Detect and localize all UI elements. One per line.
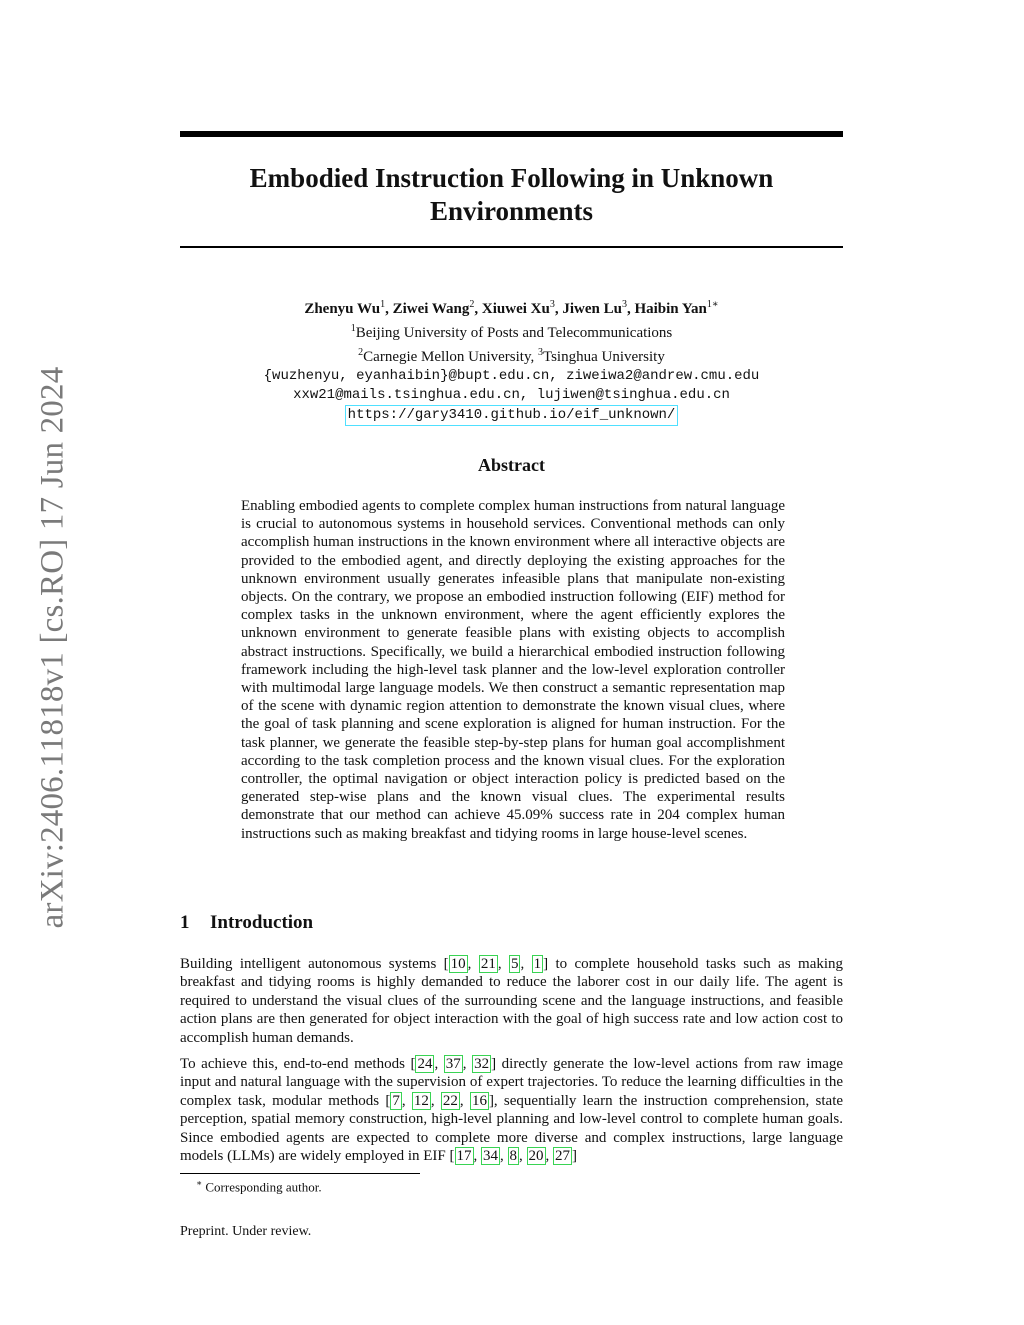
paper-title: Embodied Instruction Following in Unknown Environments [249,163,774,226]
project-page-link[interactable]: https://gary3410.github.io/eif_unknown/ [345,405,679,426]
title-top-rule [180,131,843,137]
arxiv-side-stamp [28,355,78,940]
citation-link[interactable]: 24 [417,1056,433,1072]
email-line: xxw21@mails.tsinghua.edu.cn, lujiwen@tsinghua.edu.cn [293,387,730,403]
abstract-text: Enabling embodied agents to complete complex human instructions from natural language is crucial to autonomous systems in household services. Conventional methods can only accomplish human instructions in the known environment where all interactive objects are provided to the embodied agent, and directly deploying the existing approaches for the unknown environment usually generates infeasible plans that manipulate non-existing objects. On the contrary, we propose an embodied instruction following (EIF) method for complex tasks in the unknown environment, where the agent efficiently explores the unknown environment to generate feasible plans with existing objects to accomplish abstract instructions. Specifically, we build a hierarchical embodied instruction following framework including the high-level task planner and the low-level exploration controller with multimodal large language models. We then construct a semantic representation map of the scene with dynamic region attention to demonstrate the known visual clues, where the goal of task planning and scene exploration is aligned for human instruction. For the task planner, we generate the feasible step-by-step plans for human goal accomplishment according to the task completion process and the known visual clues. For the exploration controller, the optimal navigation or object interaction policy is predicted based on the generated step-wise plans and the known visual clues. The experimental results demonstrate that our method can achieve 45.09% success rate in 204 complex human instructions such as making breakfast and tidying rooms in large house-level scenes. [241,498,785,842]
citation-link[interactable]: 10 [450,956,466,972]
affiliation-line: $^2$Carnegie Mellon University, $^3$Tsinghua University [358,347,665,365]
author-name: Xiuwei Xu [481,301,550,317]
citation-link[interactable]: 37 [445,1056,461,1072]
affiliation-line: $^1$Beijing University of Posts and Telecommunications [350,323,673,341]
citation-link[interactable]: 1 [533,956,542,972]
citation-link[interactable]: 21 [480,956,496,972]
section-title: Introduction [210,912,314,933]
author-affiliation-mark: 1∗ [706,299,719,310]
author-affiliation-mark: 2 [469,299,475,310]
intro-paragraph: To achieve this, end-to-end methods [ 24 , 37 , 32 ] directly generate the low-level actions from raw image input and natural language with the supervision of expert trajectories. To reduce the learning difficulties in the complex task, modular methods [ 7 , 12 , 22 , 16 ], sequentially learn the instruction comprehension, state perception, spatial memory construction, high-level planning and low-level control to complete human goals. Since embodied agents are expected to complete more diverse and complex instructions, large language models (LLMs) are widely employed in EIF [ 17 , 34 , 8 , 20 , 27 ] [180,1056,844,1165]
citation-link[interactable]: 12 [413,1092,429,1109]
citation-link[interactable]: 20 [528,1148,544,1165]
citation-link[interactable]: 27 [555,1148,571,1165]
preprint-notice: Preprint. Under review. [180,1224,312,1239]
citation-link[interactable]: 8 [509,1148,518,1165]
section-number: 1 [180,912,190,933]
abstract-heading: Abstract [478,455,545,475]
author-name: Ziwei Wang [392,301,470,317]
email-line: {wuzhenyu, eyanhaibin}@bupt.edu.cn, ziweiwa2@andrew.cmu.edu [263,368,760,384]
citation-link[interactable]: 7 [392,1092,400,1109]
citation-link[interactable]: 22 [442,1092,458,1109]
citation-link[interactable]: 5 [510,956,519,972]
title-bottom-rule [180,246,843,248]
author-name: Jiwen Lu [562,301,622,317]
author-affiliation-mark: 3 [621,299,627,310]
author-list: Zhenyu Wu$^1$, Ziwei Wang$^2$, Xiuwei Xu$^3$, Jiwen Lu$^3$, Haibin Yan$^{1∗}$ [304,299,719,317]
author-name: Zhenyu Wu [304,301,381,317]
footnote-rule [180,1173,420,1174]
citation-link[interactable]: 16 [471,1092,487,1109]
author-name: Haibin Yan [634,301,707,317]
author-block [180,295,843,426]
section-heading [180,912,313,934]
footnote-mark: ∗ [196,1178,203,1188]
citation-link[interactable]: 34 [483,1148,499,1165]
author-affiliation-mark: 1 [380,299,386,310]
arxiv-identifier: arXiv:2406.11818v1 [cs.RO] 17 Jun 2024 [34,366,71,929]
citation-link[interactable]: 32 [474,1056,490,1072]
intro-paragraph: Building intelligent autonomous systems [ 10 , 21 , 5 , 1 ] to complete household tasks such as making breakfast and tidying rooms is highly demanded to reduce the laborer cost in our daily life. The agent is required to understand the visual clues of the surrounding scene and the language instructions, and feasible action plans are then generated for object interaction with the goal of high success rate and low action cost to accomplish human demands. [180,956,844,1046]
citation-link[interactable]: 17 [456,1148,472,1165]
footnote: ∗ Corresponding author. [196,1178,322,1195]
author-affiliation-mark: 3 [549,299,555,310]
